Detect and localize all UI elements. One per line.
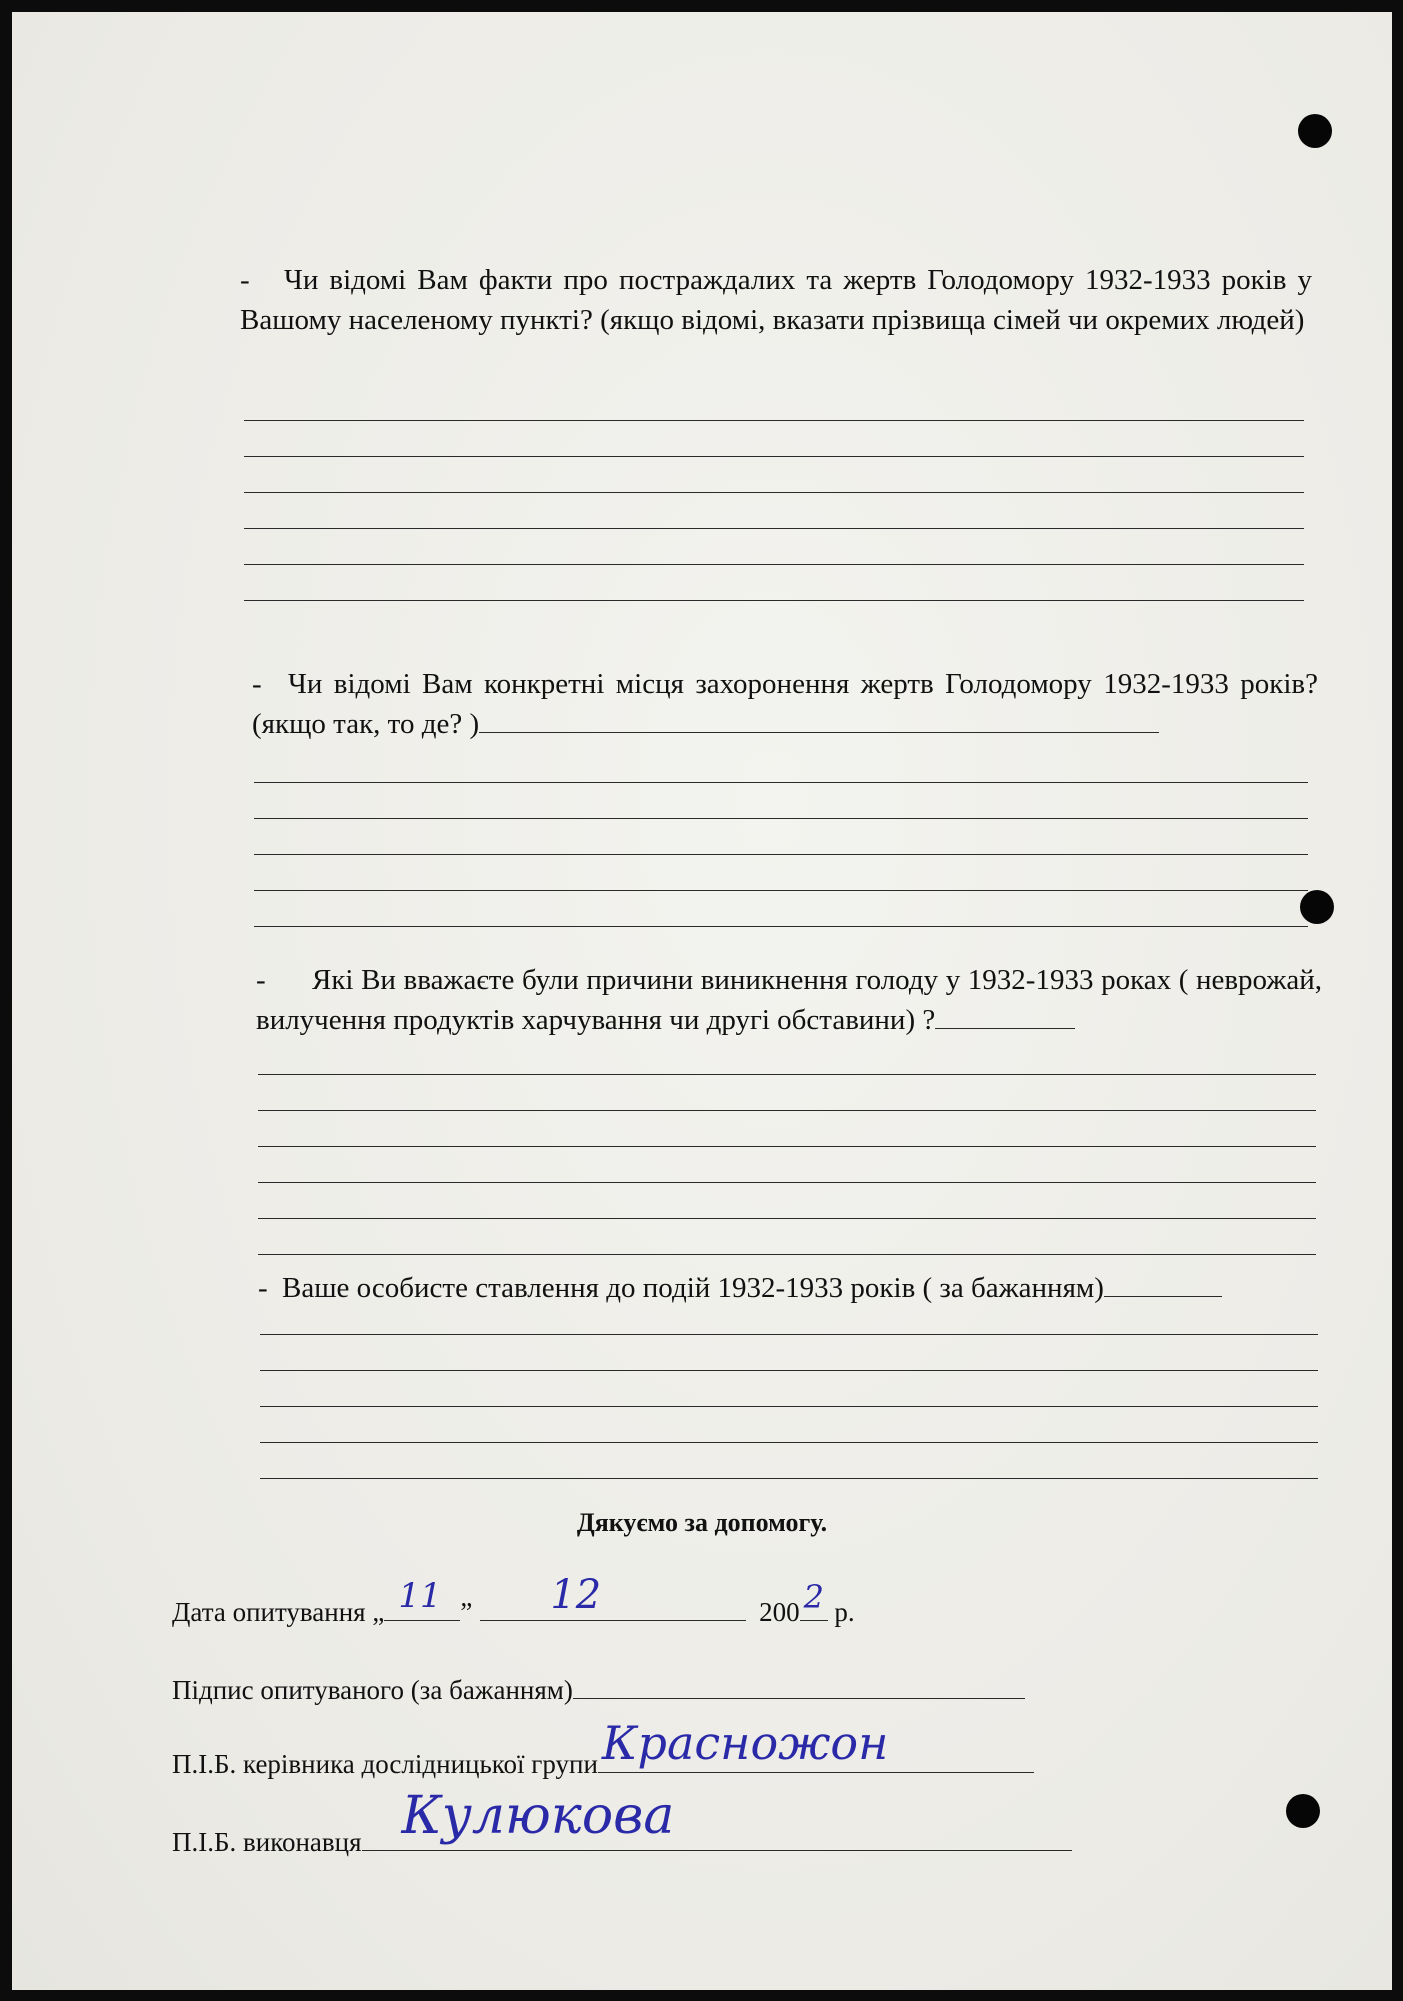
answer-line[interactable]	[258, 1182, 1316, 1183]
answer-line[interactable]	[258, 1074, 1316, 1075]
year-suffix: р.	[834, 1597, 855, 1627]
thanks-text: Дякуємо за допомогу.	[576, 1508, 828, 1537]
respondent-signature-label: Підпис опитуваного (за бажанням)	[172, 1675, 573, 1705]
performer-value: Кулюкова	[401, 1786, 675, 1846]
survey-date-label: Дата опитування	[172, 1597, 366, 1627]
group-leader-row	[172, 1716, 1034, 1780]
performer-label: П.І.Б. виконавця	[172, 1827, 362, 1857]
respondent-signature-field[interactable]	[573, 1668, 1025, 1699]
year-digit-value: 2	[803, 1578, 824, 1616]
answer-line[interactable]	[254, 782, 1308, 783]
answer-line[interactable]	[254, 854, 1308, 855]
group-leader-value: Красножон	[601, 1716, 889, 1770]
year-field[interactable]	[800, 1578, 828, 1621]
punch-hole-bottom	[1286, 1794, 1320, 1828]
group-leader-label: П.І.Б. керівника дослідницької групи	[172, 1749, 598, 1779]
answer-line[interactable]	[244, 420, 1304, 421]
answer-line[interactable]	[260, 1478, 1318, 1479]
answer-inline-line[interactable]	[1104, 1270, 1222, 1297]
close-quote: ”	[460, 1597, 473, 1627]
punch-hole-top	[1298, 114, 1332, 148]
punch-hole-middle	[1300, 890, 1334, 924]
group-leader-field[interactable]	[598, 1716, 1034, 1773]
answer-line[interactable]	[244, 456, 1304, 457]
question-4-bullet: -	[258, 1272, 268, 1304]
answer-line[interactable]	[260, 1406, 1318, 1407]
answer-line[interactable]	[260, 1334, 1318, 1335]
question-3-text: - Які Ви вважаєте були причини виникнення голоду у 1932-1933 роках ( неврожай, вилучення продуктів харчування чи другі обставини) ?	[256, 960, 1322, 1040]
year-prefix: 200	[759, 1597, 800, 1627]
question-4-text: - Ваше особисте ставлення до подій 1932-1933 років ( за бажанням)	[258, 1268, 1334, 1308]
answer-line[interactable]	[258, 1254, 1316, 1255]
month-field[interactable]	[480, 1572, 746, 1621]
respondent-signature-row	[172, 1668, 1025, 1706]
answer-line[interactable]	[254, 926, 1308, 927]
answer-line[interactable]	[244, 528, 1304, 529]
answer-line[interactable]	[258, 1110, 1316, 1111]
answer-line[interactable]	[244, 600, 1304, 601]
day-value: 11	[398, 1576, 442, 1616]
performer-field[interactable]	[362, 1786, 1072, 1851]
question-2-text: - Чи відомі Вам конкретні місця захоронення жертв Голодомору 1932-1933 років? (якщо так, то де? )	[252, 664, 1318, 744]
answer-line[interactable]	[244, 564, 1304, 565]
survey-date-row	[172, 1572, 855, 1628]
answer-line[interactable]	[260, 1370, 1318, 1371]
open-quote: „	[372, 1597, 385, 1627]
question-3-bullet: -	[256, 964, 266, 996]
answer-line[interactable]	[254, 890, 1308, 891]
month-value: 12	[550, 1572, 602, 1618]
answer-inline-line[interactable]	[935, 1002, 1075, 1029]
answer-line[interactable]	[244, 492, 1304, 493]
question-1-text: - Чи відомі Вам факти про постраждалих та жертв Голодомору 1932-1933 років у Вашому населеному пункті? (якщо відомі, вказати прізвища сімей чи окремих людей)	[240, 260, 1312, 340]
question-1-bullet: -	[240, 264, 250, 296]
answer-line[interactable]	[258, 1146, 1316, 1147]
answer-inline-line[interactable]	[479, 706, 1159, 733]
answer-line[interactable]	[260, 1442, 1318, 1443]
day-field[interactable]	[384, 1576, 460, 1621]
questionnaire-page	[12, 12, 1392, 1990]
answer-line[interactable]	[254, 818, 1308, 819]
performer-row	[172, 1786, 1072, 1858]
question-2-bullet: -	[252, 668, 262, 700]
answer-line[interactable]	[258, 1218, 1316, 1219]
